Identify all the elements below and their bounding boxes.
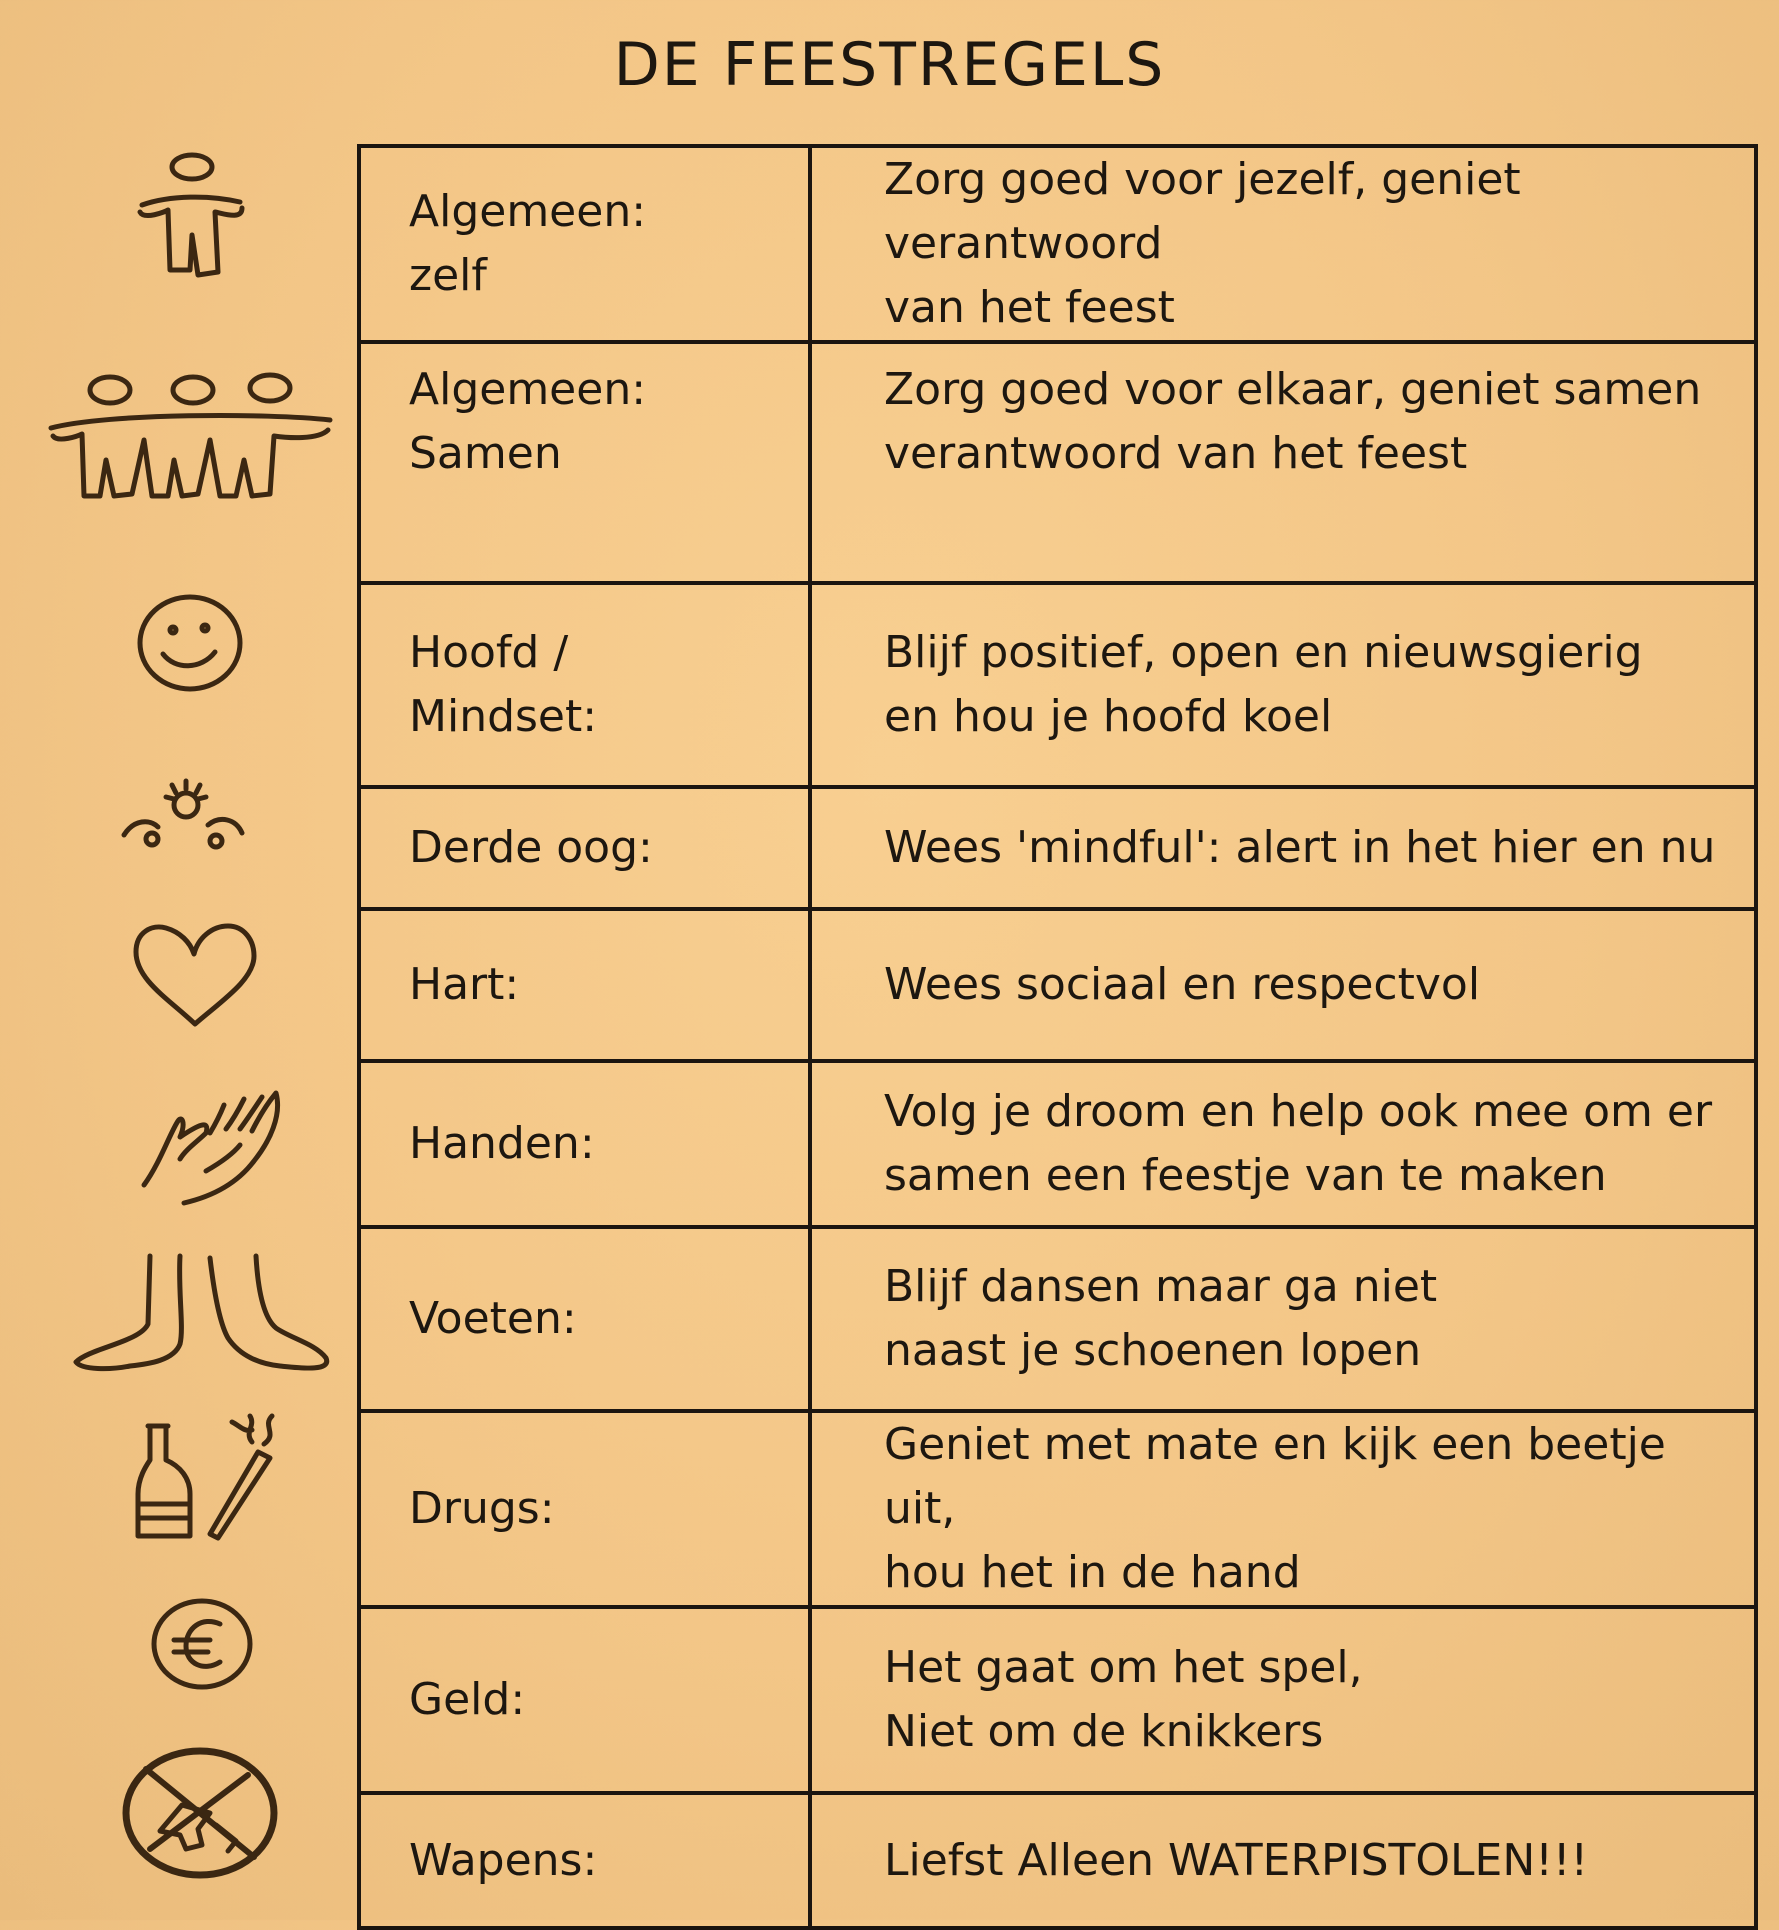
category-cell: Hoofd / Mindset: (359, 583, 810, 787)
table-row (359, 909, 1756, 1061)
rule-cell: Blijf dansen maar ga niet naast je schoenen lopen (810, 1227, 1756, 1411)
table-row (359, 787, 1756, 909)
smiley-face-icon (135, 592, 245, 698)
table-row (359, 583, 1756, 787)
table-row (359, 1607, 1756, 1793)
euro-icon (150, 1596, 255, 1695)
category-cell: Wapens: (359, 1793, 810, 1928)
hands-icon (140, 1085, 285, 1214)
bottle-and-joint-icon (132, 1404, 287, 1548)
category-cell: Algemeen: zelf (359, 146, 810, 342)
rules-table (357, 144, 1758, 1930)
page-title: DE FEESTREGELS (613, 30, 1166, 100)
rule-cell: Wees sociaal en respectvol (810, 909, 1756, 1061)
rule-cell: Zorg goed voor elkaar, geniet samen verantwoord van het feest (810, 342, 1756, 583)
rule-cell: Volg je droom en help ook mee om er samen een feestje van te maken (810, 1061, 1756, 1227)
category-cell: Drugs: (359, 1411, 810, 1607)
category-cell: Geld: (359, 1607, 810, 1793)
category-cell: Hart: (359, 909, 810, 1061)
category-cell: Voeten: (359, 1227, 810, 1411)
table-row (359, 1061, 1756, 1227)
rule-cell: Liefst Alleen WATERPISTOLEN!!! (810, 1793, 1756, 1928)
category-cell: Derde oog: (359, 787, 810, 909)
rule-cell: Wees 'mindful': alert in het hier en nu (810, 787, 1756, 909)
person-icon (130, 150, 250, 284)
category-cell: Handen: (359, 1061, 810, 1227)
third-eye-icon (120, 775, 250, 859)
icon-column (0, 0, 355, 1920)
rule-cell: Zorg goed voor jezelf, geniet verantwoord van het feest (810, 146, 1756, 342)
heart-icon (130, 920, 260, 1034)
rule-cell: Blijf positief, open en nieuwsgierig en hou je hoofd koel (810, 583, 1756, 787)
table-row (359, 342, 1756, 583)
feet-icon (70, 1252, 335, 1381)
no-weapons-icon (120, 1745, 280, 1884)
table-row (359, 1793, 1756, 1928)
rule-cell: Het gaat om het spel, Niet om de knikkers (810, 1607, 1756, 1793)
table-row (359, 1411, 1756, 1607)
rule-cell: Geniet met mate en kijk een beetje uit, hou het in de hand (810, 1411, 1756, 1607)
table-row (359, 146, 1756, 342)
table-row (359, 1227, 1756, 1411)
group-icon (48, 368, 333, 507)
category-cell: Algemeen: Samen (359, 342, 810, 583)
